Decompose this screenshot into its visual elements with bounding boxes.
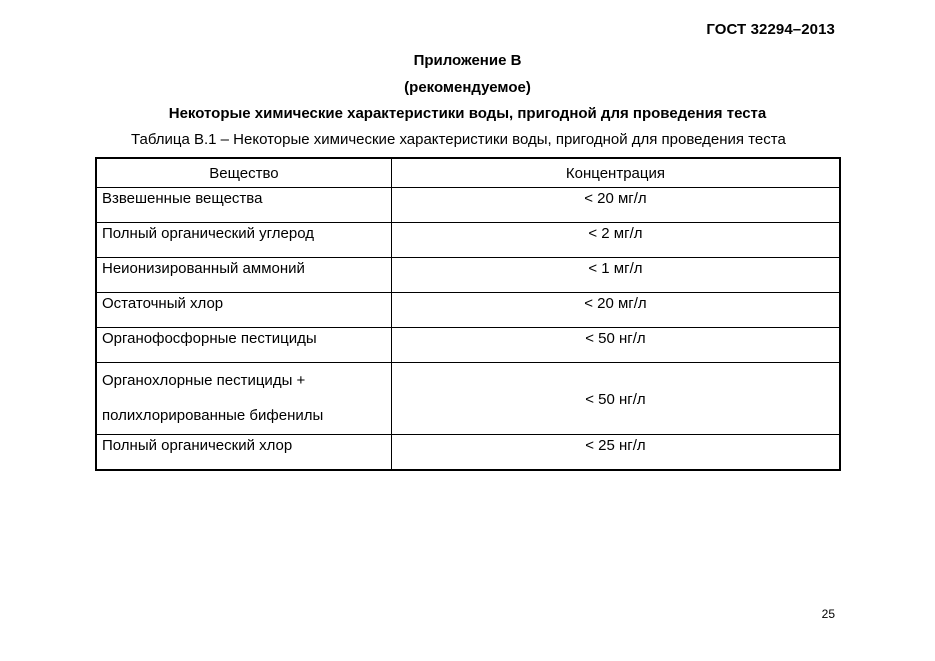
substance-cell: [96, 363, 391, 435]
concentration-cell: < 50 нг/л: [391, 363, 840, 435]
concentration-cell: < 1 мг/л: [391, 258, 840, 293]
table-row: [96, 293, 840, 328]
substance-cell: Остаточный хлор: [96, 293, 391, 328]
substance-cell: Полный органический хлор: [96, 435, 391, 470]
table-row: [96, 363, 840, 435]
table-row: [96, 223, 840, 258]
concentration-cell: < 2 мг/л: [391, 223, 840, 258]
table-caption: Таблица В.1 – Некоторые химические характеристики воды, пригодной для проведения теста: [131, 131, 786, 148]
appendix-title: Приложение В: [413, 52, 522, 69]
appendix-status: (рекомендуемое): [404, 79, 531, 96]
substance-cell: Взвешенные вещества: [96, 188, 391, 223]
column-header-substance: Вещество: [96, 158, 391, 188]
table-row: [96, 188, 840, 223]
table-header-row: [96, 158, 840, 188]
concentration-cell: < 20 мг/л: [391, 188, 840, 223]
substance-line-1: Органохлорные пестициды +: [102, 372, 306, 389]
concentration-cell: < 25 нг/л: [391, 435, 840, 470]
page-number: 25: [821, 607, 835, 621]
substance-cell: Полный органический углерод: [96, 223, 391, 258]
column-header-concentration: Концентрация: [391, 158, 840, 188]
chemical-characteristics-table: [95, 157, 841, 471]
substance-cell: Органофосфорные пестициды: [96, 328, 391, 363]
concentration-cell: < 50 нг/л: [391, 328, 840, 363]
table-row: [96, 258, 840, 293]
standard-id: ГОСТ 32294–2013: [706, 21, 835, 38]
table-row: [96, 328, 840, 363]
table-row: [96, 435, 840, 470]
concentration-cell: < 20 мг/л: [391, 293, 840, 328]
appendix-heading: Некоторые химические характеристики воды, пригодной для проведения теста: [168, 105, 767, 122]
substance-line-2: полихлорированные бифенилы: [102, 407, 324, 424]
substance-cell: Неионизированный аммоний: [96, 258, 391, 293]
